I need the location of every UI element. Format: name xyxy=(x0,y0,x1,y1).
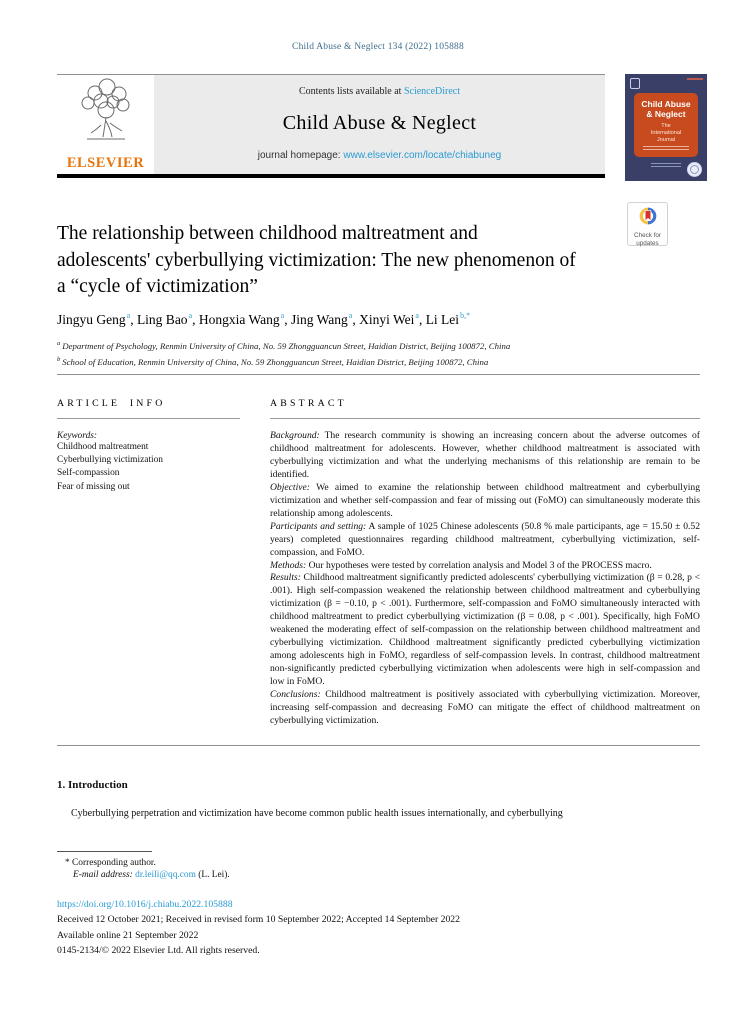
abstract-paragraph xyxy=(270,521,700,560)
crossmark-icon xyxy=(638,206,658,226)
cover-title-line1: Child Abuse xyxy=(641,99,691,109)
cover-subtitle-line1: The xyxy=(661,123,671,130)
author xyxy=(359,312,426,327)
sciencedirect-link[interactable]: ScienceDirect xyxy=(403,86,461,97)
author-affil-marker: a xyxy=(126,311,131,320)
abstract-paragraph-text: Childhood maltreatment significantly predicted adolescents' cyberbullying victimization (β = 0.28, p < .001). High self-compassion weakened the relationship between childhood maltreatment and cyberbullying victimization (β = −0.10, p < .001). Furthermore, self-compassion and FoMO simultaneously interacted with childhood maltreatment to predict cyberbullying victimization (β = 0.08, p < .001). Specifically, high FoMO weakened the moderating effect of self-compassion on the relationship between childhood maltreatment and cyberbullying victimization. Childhood maltreatment significantly predicted cyberbullying victimization among adolescents high in FoMO, regardless of self-compassion levels. In contrast, childhood maltreatment non-significantly predicted cyberbullying victimization when adolescents were high in self-compassion and low in FoMO. xyxy=(270,572,700,688)
affiliation-text: School of Education, Renmin University of China, No. 59 Zhongguancun Street, Haidian District, Beijing 100872, China xyxy=(62,356,489,367)
cover-subtitle xyxy=(634,123,698,144)
abstract-paragraph-text: We aimed to examine the relationship between childhood maltreatment and cyberbullying victimization and whether self-compassion and fear of missing out (FoMO) can simultaneously moderate this relationship among adolescents. xyxy=(270,481,700,519)
email-line xyxy=(57,870,230,880)
author-name: Jing Wang xyxy=(290,311,348,327)
abstract-paragraph xyxy=(270,560,700,573)
email-link[interactable]: dr.leili@qq.com xyxy=(132,870,196,880)
affiliation-text: Department of Psychology, Renmin University of China, No. 59 Zhongguancun Street, Haidian District, Beijing 100872, China xyxy=(62,340,511,351)
author-name: Jingyu Geng xyxy=(57,311,126,327)
check-for-updates-badge[interactable] xyxy=(627,202,668,246)
abstract-paragraph-text: The research community is showing an increasing concern about the adverse outcomes of childhood maltreatment for adolescents. However, whether childhood maltreatment is associated with cyberbullying victimization and what the underlying mechanisms of this relationship are remain to be identified. xyxy=(270,430,700,480)
article-title xyxy=(57,221,576,301)
abstract-paragraph-label: Background: xyxy=(270,430,320,441)
article-title-line3: a “cycle of victimization” xyxy=(57,276,258,297)
abstract-paragraph-label: Conclusions: xyxy=(270,689,321,701)
journal-title: Child Abuse & Neglect xyxy=(282,112,477,134)
check-badge-line2: updates xyxy=(636,240,659,248)
divider-rule xyxy=(57,374,700,375)
author-name: Xinyi Wei xyxy=(359,311,415,327)
author xyxy=(57,312,137,327)
contents-line xyxy=(154,86,605,97)
keyword: Fear of missing out xyxy=(57,481,130,492)
article-metadata-block xyxy=(57,897,460,958)
cover-emblem-icon xyxy=(630,78,640,89)
corresponding-author-text: Corresponding author. xyxy=(69,858,156,868)
elsevier-logo xyxy=(57,75,154,174)
author xyxy=(291,312,359,327)
introduction-paragraph: Cyberbullying perpetration and victimization have become common public health issues internationally, and cyberbullying xyxy=(71,808,563,819)
affiliation-marker: b xyxy=(57,355,61,363)
cover-subtitle-line2: International xyxy=(650,130,682,137)
abstract-paragraph-label: Results: xyxy=(270,572,301,584)
author-affil-marker: a xyxy=(280,311,285,320)
affiliation-a xyxy=(57,337,510,353)
article-title-line2: adolescents' cyberbullying victimization: The new phenomenon of xyxy=(57,249,576,271)
footnote-rule xyxy=(57,851,152,852)
author-affil-marker: a xyxy=(348,311,353,320)
doi-link[interactable]: https://doi.org/10.1016/j.chiabu.2022.105888 xyxy=(57,899,233,910)
abstract-paragraph-label: Participants and setting: xyxy=(270,520,367,532)
author-affil-marker: a xyxy=(415,311,419,320)
abstract-paragraph-label: Objective: xyxy=(270,481,310,493)
abstract-paragraph-label: Methods: xyxy=(270,559,307,571)
affiliation-marker: a xyxy=(57,340,61,347)
author-separator: , xyxy=(192,311,199,327)
cover-seal-icon xyxy=(687,162,702,177)
corresponding-author-note xyxy=(57,858,230,868)
keyword: Self-compassion xyxy=(57,468,120,479)
cover-micro-text-bar xyxy=(643,146,689,147)
abstract-paragraph-text: Childhood maltreatment is positively associated with cyberbullying victimization. Moreover, increasing self-compassion and decreasing FoMO can mitigate the effect of childhood maltreatment on cyberbullying victimization. xyxy=(270,689,700,726)
keyword: Childhood maltreatment xyxy=(57,442,149,452)
author-separator: , xyxy=(418,311,426,327)
keywords-label: Keywords: xyxy=(57,431,97,441)
keyword: Cyberbullying victimization xyxy=(57,455,163,466)
cover-micro-text-bar xyxy=(643,149,689,150)
abstract-paragraph xyxy=(270,482,700,521)
author-affil-marker: a xyxy=(188,311,193,320)
affiliations xyxy=(57,337,510,369)
homepage-prefix: journal homepage: xyxy=(257,150,344,161)
article-info-header: ARTICLE INFO xyxy=(57,398,166,409)
article-info-rule xyxy=(57,418,240,419)
cover-title-line2: & Neglect xyxy=(646,109,686,120)
received-dates: Received 12 October 2021; Received in revised form 10 September 2022; Accepted 14 September 2022 xyxy=(57,914,460,926)
journal-banner xyxy=(57,74,605,178)
author-separator: , xyxy=(130,311,137,327)
author-separator: , xyxy=(352,311,360,327)
abstract-rule xyxy=(270,418,700,419)
journal-cover-thumbnail[interactable] xyxy=(625,74,707,181)
author-list xyxy=(57,311,470,328)
author-name: Hongxia Wang xyxy=(198,311,280,327)
author-affil-marker: b,* xyxy=(460,311,471,320)
elsevier-tree-icon xyxy=(73,77,139,151)
author xyxy=(426,312,470,327)
abstract-header: ABSTRACT xyxy=(270,398,347,409)
cover-title-box xyxy=(634,93,698,157)
article-info-column xyxy=(57,389,240,728)
abstract-paragraph-text: A sample of 1025 Chinese adolescents (50.8 % male participants, age = 15.50 ± 0.52 years) completed questionnaires regarding childhood maltreatment, cyberbullying victimization, self-compassion, and FoMO. xyxy=(270,520,701,558)
abstract-paragraph xyxy=(270,572,700,689)
homepage-line xyxy=(154,150,605,161)
check-badge-line1: Check for xyxy=(634,232,661,239)
affiliation-b xyxy=(57,353,510,369)
info-abstract-section xyxy=(57,389,700,728)
cover-title xyxy=(634,93,698,119)
abstract-paragraph xyxy=(270,430,700,482)
author xyxy=(137,312,199,327)
cover-corner-text xyxy=(687,78,703,80)
section-heading-introduction: 1. Introduction xyxy=(57,779,128,791)
author xyxy=(199,312,291,327)
journal-homepage-link[interactable]: www.elsevier.com/locate/chiabuneg xyxy=(343,150,502,161)
divider-rule xyxy=(57,745,700,746)
available-online: Available online 21 September 2022 xyxy=(57,929,199,941)
author-separator: , xyxy=(284,311,291,327)
elsevier-wordmark: ELSEVIER xyxy=(66,155,145,171)
author-name: Li Lei xyxy=(425,311,460,327)
article-title-line1: The relationship between childhood maltreatment and xyxy=(57,223,478,244)
cover-footer-bar xyxy=(651,166,681,167)
issn-copyright: 0145-2134/© 2022 Elsevier Ltd. All rights reserved. xyxy=(57,944,260,956)
abstract-paragraph xyxy=(270,689,700,728)
banner-center xyxy=(154,75,605,174)
abstract-paragraph-text: Our hypotheses were tested by correlation analysis and Model 3 of the PROCESS macro. xyxy=(306,559,652,571)
contents-prefix: Contents lists available at xyxy=(298,86,404,97)
author-name: Ling Bao xyxy=(136,311,188,327)
cover-subtitle-line3: Journal xyxy=(656,137,676,144)
abstract-column xyxy=(270,389,700,728)
footnote-marker: * xyxy=(65,858,70,868)
running-head-citation: Child Abuse & Neglect 134 (2022) 105888 xyxy=(292,42,464,52)
check-badge-label xyxy=(628,232,667,248)
abstract-body xyxy=(270,430,700,728)
cover-footer-bar xyxy=(651,163,681,164)
email-suffix: (L. Lei). xyxy=(195,870,230,880)
banner-bottom-rule xyxy=(57,174,605,178)
email-label: E-mail address: xyxy=(73,870,133,880)
footnote-block xyxy=(57,851,230,880)
